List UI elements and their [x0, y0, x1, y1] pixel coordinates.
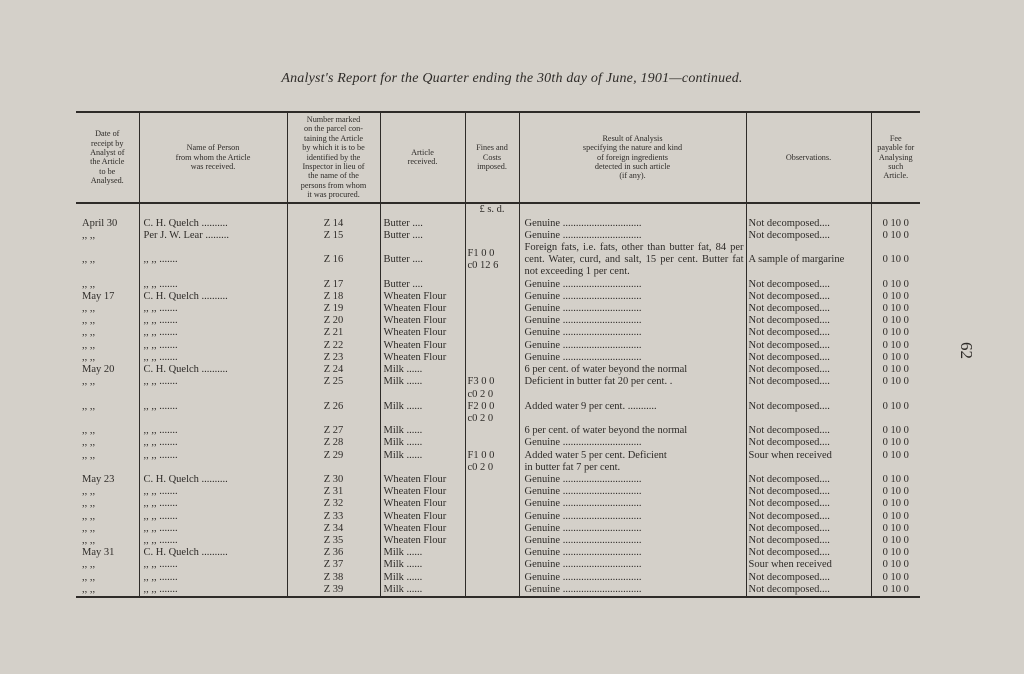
number-cell: Z 38	[287, 572, 380, 584]
article-cell: Milk ......	[380, 559, 465, 571]
observations-cell: Not decomposed....	[746, 218, 871, 230]
observations-cell: Not decomposed....	[746, 523, 871, 535]
observations-cell: Not decomposed....	[746, 547, 871, 559]
date-cell: ,, ,,	[82, 351, 96, 363]
article-cell: Wheaten Flour	[380, 352, 465, 364]
fines-cell	[465, 291, 519, 303]
date-cell: May 31	[82, 547, 115, 559]
fee-cell: 0 10 0	[871, 486, 920, 498]
fines-cell	[465, 279, 519, 291]
name-cell: ,, ,, .......	[139, 584, 287, 597]
result-cell: Genuine ..............................	[519, 486, 746, 498]
date-cell: ,, ,,	[82, 449, 96, 461]
header-number: Number marked on the parcel con- taining the Article by which it is to be identified by the Inspector in lieu of the name of the persons from whom it was procured.	[287, 112, 380, 203]
table-row	[76, 535, 920, 547]
fee-cell: 0 10 0	[871, 340, 920, 352]
name-cell: ,, ,, .......	[139, 376, 287, 400]
date-cell: ,, ,,	[82, 229, 96, 241]
table-row	[76, 511, 920, 523]
table-row	[76, 315, 920, 327]
fee-cell: 0 10 0	[871, 584, 920, 597]
number-cell: Z 34	[287, 523, 380, 535]
fines-cell: F3 0 0 c0 2 0	[465, 376, 519, 400]
date-cell: ,, ,,	[82, 303, 96, 315]
number-cell: Z 25	[287, 376, 380, 400]
result-cell: Genuine ..............................	[519, 547, 746, 559]
table-row	[76, 486, 920, 498]
result-cell: Genuine ..............................	[519, 279, 746, 291]
fines-cell	[465, 315, 519, 327]
number-cell: Z 36	[287, 547, 380, 559]
article-cell: Butter ....	[380, 279, 465, 291]
fee-cell: 0 10 0	[871, 327, 920, 339]
name-cell: C. H. Quelch ..........	[139, 218, 287, 230]
name-cell: ,, ,, .......	[139, 535, 287, 547]
fee-cell: 0 10 0	[871, 364, 920, 376]
table-row	[76, 352, 920, 364]
name-cell: ,, ,, .......	[139, 327, 287, 339]
header-article: Article received.	[380, 112, 465, 203]
observations-cell: Not decomposed....	[746, 535, 871, 547]
article-cell: Wheaten Flour	[380, 498, 465, 510]
number-cell: Z 15	[287, 230, 380, 242]
number-cell: Z 20	[287, 315, 380, 327]
number-cell: Z 35	[287, 535, 380, 547]
observations-cell: Not decomposed....	[746, 303, 871, 315]
table-row	[76, 523, 920, 535]
fee-cell: 0 10 0	[871, 303, 920, 315]
date-cell: ,, ,,	[82, 400, 96, 412]
fee-cell: 0 10 0	[871, 218, 920, 230]
observations-cell: Not decomposed....	[746, 511, 871, 523]
header-fines: Fines and Costs imposed.	[465, 112, 519, 203]
table-row	[76, 291, 920, 303]
fines-cell	[465, 230, 519, 242]
name-cell: C. H. Quelch ..........	[139, 291, 287, 303]
result-cell: Genuine ..............................	[519, 230, 746, 242]
date-cell: ,, ,,	[82, 278, 96, 290]
result-cell: Added water 5 per cent. Deficient in butter fat 7 per cent.	[519, 450, 746, 474]
fines-cell	[465, 327, 519, 339]
article-cell: Butter ....	[380, 242, 465, 279]
result-cell: Genuine ..............................	[519, 523, 746, 535]
date-cell: ,, ,,	[82, 534, 96, 546]
result-cell: Genuine ..............................	[519, 535, 746, 547]
result-cell: 6 per cent. of water beyond the normal	[519, 364, 746, 376]
article-cell: Wheaten Flour	[380, 315, 465, 327]
table-row	[76, 327, 920, 339]
name-cell: ,, ,, .......	[139, 486, 287, 498]
analysis-report-table	[76, 111, 920, 598]
table-row	[76, 279, 920, 291]
name-cell: ,, ,, .......	[139, 242, 287, 279]
number-cell: Z 28	[287, 437, 380, 449]
fee-cell: 0 10 0	[871, 559, 920, 571]
header-observations: Observations.	[746, 112, 871, 203]
fee-cell: 0 10 0	[871, 498, 920, 510]
result-cell: Genuine ..............................	[519, 498, 746, 510]
result-cell: Genuine ..............................	[519, 291, 746, 303]
observations-cell: A sample of margarine	[746, 242, 871, 279]
fines-cell	[465, 559, 519, 571]
article-cell: Wheaten Flour	[380, 340, 465, 352]
table-row	[76, 437, 920, 449]
number-cell: Z 31	[287, 486, 380, 498]
observations-cell: Not decomposed....	[746, 437, 871, 449]
observations-cell: Not decomposed....	[746, 376, 871, 400]
result-cell: Genuine ..............................	[519, 572, 746, 584]
fines-cell	[465, 535, 519, 547]
number-cell: Z 30	[287, 474, 380, 486]
fee-cell: 0 10 0	[871, 352, 920, 364]
observations-cell: Not decomposed....	[746, 279, 871, 291]
result-cell: Genuine ..............................	[519, 315, 746, 327]
header-row	[76, 112, 920, 203]
article-cell: Wheaten Flour	[380, 535, 465, 547]
result-cell: Foreign fats, i.e. fats, other than butter fat, 84 per cent. Water, curd, and salt, 15 per cent. Butter fat not exceeding 1 per cent.	[519, 242, 746, 279]
fines-cell: F1 0 0 c0 2 0	[465, 450, 519, 474]
number-cell: Z 21	[287, 327, 380, 339]
result-cell: Genuine ..............................	[519, 218, 746, 230]
name-cell: ,, ,, .......	[139, 511, 287, 523]
table-row	[76, 364, 920, 376]
name-cell: ,, ,, .......	[139, 401, 287, 425]
table-row	[76, 450, 920, 474]
observations-cell: Not decomposed....	[746, 364, 871, 376]
table-row	[76, 572, 920, 584]
page-number: 62	[957, 342, 976, 359]
observations-cell: Not decomposed....	[746, 425, 871, 437]
article-cell: Butter ....	[380, 230, 465, 242]
article-cell: Milk ......	[380, 572, 465, 584]
result-cell: Genuine ..............................	[519, 437, 746, 449]
result-cell: Genuine ..............................	[519, 340, 746, 352]
observations-cell: Not decomposed....	[746, 291, 871, 303]
name-cell: ,, ,, .......	[139, 352, 287, 364]
observations-cell: Not decomposed....	[746, 486, 871, 498]
result-cell: Genuine ..............................	[519, 474, 746, 486]
observations-cell: Not decomposed....	[746, 315, 871, 327]
number-cell: Z 27	[287, 425, 380, 437]
result-cell: Genuine ..............................	[519, 511, 746, 523]
fines-cell	[465, 584, 519, 597]
header-result: Result of Analysis specifying the nature and kind of foreign ingredients detected in such article (if any).	[519, 112, 746, 203]
result-cell: Added water 9 per cent. ...........	[519, 401, 746, 425]
fines-cell	[465, 511, 519, 523]
name-cell: C. H. Quelch ..........	[139, 474, 287, 486]
fines-cell	[465, 498, 519, 510]
date-cell: ,, ,,	[82, 315, 96, 327]
table-row	[76, 584, 920, 597]
number-cell: Z 16	[287, 242, 380, 279]
fee-cell: 0 10 0	[871, 450, 920, 474]
fee-cell: 0 10 0	[871, 437, 920, 449]
fines-cell	[465, 474, 519, 486]
number-cell: Z 14	[287, 218, 380, 230]
name-cell: ,, ,, .......	[139, 279, 287, 291]
date-cell: ,, ,,	[82, 559, 96, 571]
observations-cell: Not decomposed....	[746, 230, 871, 242]
fines-cell	[465, 486, 519, 498]
article-cell: Wheaten Flour	[380, 291, 465, 303]
fee-cell: 0 10 0	[871, 511, 920, 523]
article-cell: Milk ......	[380, 547, 465, 559]
observations-cell: Not decomposed....	[746, 340, 871, 352]
fines-cell	[465, 547, 519, 559]
fines-cell	[465, 523, 519, 535]
number-cell: Z 18	[287, 291, 380, 303]
fee-cell: 0 10 0	[871, 547, 920, 559]
result-cell: Deficient in butter fat 20 per cent. .	[519, 376, 746, 400]
date-cell: ,, ,,	[82, 510, 96, 522]
table-row	[76, 303, 920, 315]
number-cell: Z 23	[287, 352, 380, 364]
name-cell: ,, ,, .......	[139, 559, 287, 571]
number-cell: Z 26	[287, 401, 380, 425]
number-cell: Z 24	[287, 364, 380, 376]
name-cell: ,, ,, .......	[139, 437, 287, 449]
observations-cell: Sour when received	[746, 450, 871, 474]
observations-cell: Not decomposed....	[746, 498, 871, 510]
date-cell: ,, ,,	[82, 425, 96, 437]
result-cell: 6 per cent. of water beyond the normal	[519, 425, 746, 437]
date-cell: ,, ,,	[82, 522, 96, 534]
date-cell: May 23	[82, 473, 115, 485]
date-cell: ,, ,,	[82, 254, 96, 266]
number-cell: Z 33	[287, 511, 380, 523]
date-cell: ,, ,,	[82, 486, 96, 498]
article-cell: Milk ......	[380, 376, 465, 400]
fee-cell: 0 10 0	[871, 279, 920, 291]
date-cell: ,, ,,	[82, 376, 96, 388]
result-cell: Genuine ..............................	[519, 559, 746, 571]
header-fee: Fee payable for Analysing such Article.	[871, 112, 920, 203]
observations-cell: Not decomposed....	[746, 327, 871, 339]
table-row	[76, 547, 920, 559]
result-cell: Genuine ..............................	[519, 327, 746, 339]
number-cell: Z 19	[287, 303, 380, 315]
fee-cell: 0 10 0	[871, 242, 920, 279]
fines-cell	[465, 303, 519, 315]
article-cell: Milk ......	[380, 401, 465, 425]
fines-cell	[465, 425, 519, 437]
header-name: Name of Person from whom the Article was received.	[139, 112, 287, 203]
date-cell: May 20	[82, 364, 115, 376]
article-cell: Wheaten Flour	[380, 474, 465, 486]
fee-cell: 0 10 0	[871, 523, 920, 535]
table-row	[76, 230, 920, 242]
number-cell: Z 29	[287, 450, 380, 474]
fee-cell: 0 10 0	[871, 535, 920, 547]
table-row	[76, 340, 920, 352]
units-row	[76, 203, 920, 218]
name-cell: Per J. W. Lear .........	[139, 230, 287, 242]
fines-cell	[465, 352, 519, 364]
fee-cell: 0 10 0	[871, 425, 920, 437]
article-cell: Milk ......	[380, 364, 465, 376]
name-cell: C. H. Quelch ..........	[139, 364, 287, 376]
fines-cell	[465, 437, 519, 449]
date-cell: ,, ,,	[82, 339, 96, 351]
fee-cell: 0 10 0	[871, 230, 920, 242]
name-cell: ,, ,, .......	[139, 498, 287, 510]
fines-units: £ s. d.	[465, 203, 519, 218]
date-cell: April 30	[82, 217, 118, 229]
observations-cell: Not decomposed....	[746, 401, 871, 425]
date-cell: ,, ,,	[82, 327, 96, 339]
observations-cell: Not decomposed....	[746, 584, 871, 597]
fines-cell	[465, 572, 519, 584]
article-cell: Wheaten Flour	[380, 511, 465, 523]
date-cell: ,, ,,	[82, 571, 96, 583]
fee-cell: 0 10 0	[871, 376, 920, 400]
article-cell: Wheaten Flour	[380, 327, 465, 339]
observations-cell: Not decomposed....	[746, 474, 871, 486]
table-row	[76, 242, 920, 279]
fines-cell	[465, 218, 519, 230]
result-cell: Genuine ..............................	[519, 303, 746, 315]
name-cell: ,, ,, .......	[139, 523, 287, 535]
fines-cell: F2 0 0 c0 2 0	[465, 401, 519, 425]
article-cell: Milk ......	[380, 437, 465, 449]
number-cell: Z 17	[287, 279, 380, 291]
article-cell: Milk ......	[380, 450, 465, 474]
observations-cell: Not decomposed....	[746, 572, 871, 584]
observations-cell: Sour when received	[746, 559, 871, 571]
number-cell: Z 37	[287, 559, 380, 571]
fines-cell	[465, 364, 519, 376]
result-cell: Genuine ..............................	[519, 352, 746, 364]
number-cell: Z 22	[287, 340, 380, 352]
article-cell: Milk ......	[380, 584, 465, 597]
name-cell: ,, ,, .......	[139, 425, 287, 437]
table-row	[76, 474, 920, 486]
table-row	[76, 376, 920, 400]
fee-cell: 0 10 0	[871, 315, 920, 327]
number-cell: Z 32	[287, 498, 380, 510]
page-title: Analyst's Report for the Quarter ending the 30th day of June, 1901—continued.	[281, 71, 743, 86]
name-cell: ,, ,, .......	[139, 340, 287, 352]
name-cell: ,, ,, .......	[139, 303, 287, 315]
date-cell: May 17	[82, 290, 115, 302]
table-row	[76, 425, 920, 437]
article-cell: Wheaten Flour	[380, 303, 465, 315]
fee-cell: 0 10 0	[871, 474, 920, 486]
article-cell: Wheaten Flour	[380, 486, 465, 498]
fee-cell: 0 10 0	[871, 291, 920, 303]
result-cell: Genuine ..............................	[519, 584, 746, 597]
number-cell: Z 39	[287, 584, 380, 597]
table-row	[76, 401, 920, 425]
table-row	[76, 498, 920, 510]
fines-cell	[465, 340, 519, 352]
fee-cell: 0 10 0	[871, 401, 920, 425]
date-cell: ,, ,,	[82, 498, 96, 510]
fee-cell: 0 10 0	[871, 572, 920, 584]
fines-cell: F1 0 0 c0 12 6	[465, 242, 519, 279]
article-cell: Wheaten Flour	[380, 523, 465, 535]
date-cell: ,, ,,	[76, 584, 139, 597]
name-cell: ,, ,, .......	[139, 315, 287, 327]
article-cell: Milk ......	[380, 425, 465, 437]
name-cell: ,, ,, .......	[139, 572, 287, 584]
observations-cell: Not decomposed....	[746, 352, 871, 364]
header-date: Date of receipt by Analyst of the Article to be Analysed.	[76, 112, 139, 203]
name-cell: ,, ,, .......	[139, 450, 287, 474]
article-cell: Butter ....	[380, 218, 465, 230]
table-row	[76, 559, 920, 571]
name-cell: C. H. Quelch ..........	[139, 547, 287, 559]
date-cell: ,, ,,	[82, 437, 96, 449]
table-row	[76, 218, 920, 230]
